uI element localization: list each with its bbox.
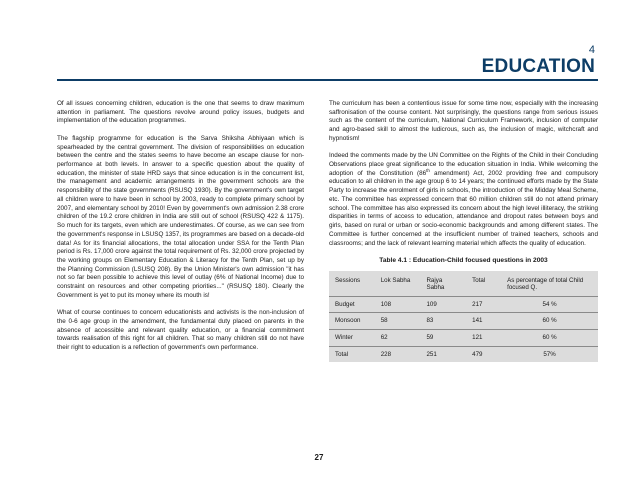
- data-table: [329, 271, 598, 363]
- chapter-title: EDUCATION: [481, 56, 595, 77]
- page-number: 27: [314, 453, 324, 462]
- paragraph-text: Indeed the comments made by the UN Committee on the Rights of the Child in their Concluding Observations place great significance to the education situation in India. While welcoming the adoption of the Constitution (86: [329, 152, 598, 177]
- paragraph: The flagship programme for education is the Sarva Shiksha Abhiyaan which is spearheaded by the central government. The division of responsibilities on education between the centre and the states seems to have become an escape clause for non-performance at both levels. In answer to a specific question about the quality of education, the minister of state HRD says that since education is in the concurrent list, the management and academic arrangements in the government schools are the responsibility of the state governments (RSUSQ 1930). By the government's own target all children were to have been in school by 2003, ready to complete primary school by 2007, and elementary school by 2010! Even by government's own admission 2.38 crore children of the 19.2 crore children in India are still out of school (RSUSQ 422 & 1175). So much for its targets, even which are underestimates. Of course, as we can see from the government's response in LSUSQ 1357, its programmes are based on a decade-old data! As for its financial allocations, the total allocation under SSA for the Tenth Plan period is Rs. 17,000 crore against the total requirement of Rs. 32,000 crore projected by the working groups on Elementary Education & Literacy for the Tenth Plan, set up by the Planning Commission (LSUSQ 208). By the Union Minister's own admission "it has not so far been possible to achieve this level of outlay (6% of National Income) due to constraint on resources and other competing priorities..." (RSUSQ 180). Clearly the Government is yet to put its money where its mouth is!: [57, 134, 304, 299]
- table-cell: 141: [466, 313, 501, 330]
- table-header-cell: Lok Sabha: [375, 271, 421, 297]
- paragraph: The curriculum has been a contentious issue for some time now, especially with the increasing saffronisation of the course content. Not surprisingly, the questions range from serious issues such as the content of the curriculum, National Curriculum Framework, inclusion of computer and agro-based skill to almost the ludicrous, such as, the inclusion of magic, witchcraft and hypnotism!: [329, 100, 598, 142]
- table-cell: 54 %: [501, 296, 598, 313]
- table-row: [329, 330, 598, 347]
- table-cell: 121: [466, 330, 501, 347]
- table-cell: 59: [420, 330, 466, 347]
- table-row: [329, 346, 598, 362]
- table-header-cell: Total: [466, 271, 501, 297]
- table-cell: 60 %: [501, 330, 598, 347]
- right-column: [329, 100, 598, 362]
- table-row: [329, 313, 598, 330]
- paragraph: [329, 152, 598, 248]
- paragraph: Of all issues concerning children, education is the one that seems to draw maximum attention in parliament. The questions revolve around policy issues, budgets and implementation of the education programmes.: [57, 100, 304, 125]
- table-cell: 108: [375, 296, 421, 313]
- table-cell: Monsoon: [329, 313, 375, 330]
- table-cell: 217: [466, 296, 501, 313]
- title-rule: [57, 79, 598, 81]
- left-column: [57, 100, 304, 362]
- table-cell: 251: [426, 350, 437, 358]
- table-row: [329, 296, 598, 313]
- table-header-cell: As percentage of total Child focused Q.: [501, 271, 598, 297]
- table-cell: 83: [420, 313, 466, 330]
- paragraph: What of course continues to concern educationists and activists is the non-inclusion of the 0-6 age group in the amendment, the fundamental duty placed on parents in the absence of accessible and relevant quality education, or a financial commitment towards realisation of this right for all children. That so many children still do not have their right to education is a reflection of government's own performance.: [57, 309, 304, 352]
- table-caption: Table 4.1 : Education-Child focused questions in 2003: [379, 256, 548, 264]
- superscript: th: [426, 167, 430, 173]
- table-cell: 58: [375, 313, 421, 330]
- table-header-cell: Rajya Sabha: [420, 271, 466, 297]
- table-cell: 62: [375, 330, 421, 347]
- paragraph-text: amendment) Act, 2002 providing free and compulsory education to all children in the age group 6 to 14 years; the continued efforts made by the State Party to increase the enrolment of girls in schools, the introduction of the Midday Meal Scheme, etc. The committee has expressed concern that 60 million children still do not attend primary school. The committee has also expressed its concern about the high level illiteracy, the striking disparities in terms of access to education, attendance and dropout rates between boys and girls, based on rural or urban or socio-economic backgrounds and among different states. The Committee is further concerned at the insufficient number of trained teachers, schools and classrooms; and the lack of relevant learning material which affects the quality of education.: [329, 169, 599, 247]
- table-header-row: [329, 271, 598, 297]
- table-cell: Total: [335, 350, 349, 358]
- table-cell: 479: [472, 350, 483, 358]
- table-cell: 228: [380, 350, 392, 358]
- chapter-number: 4: [588, 44, 595, 56]
- table-cell: Budget: [329, 296, 375, 313]
- table-header-cell: Sessions: [329, 271, 375, 297]
- table-cell: 109: [420, 296, 466, 313]
- table-cell: 60 %: [501, 313, 598, 330]
- table-cell: Winter: [329, 330, 375, 347]
- table-cell: 57%: [543, 350, 556, 358]
